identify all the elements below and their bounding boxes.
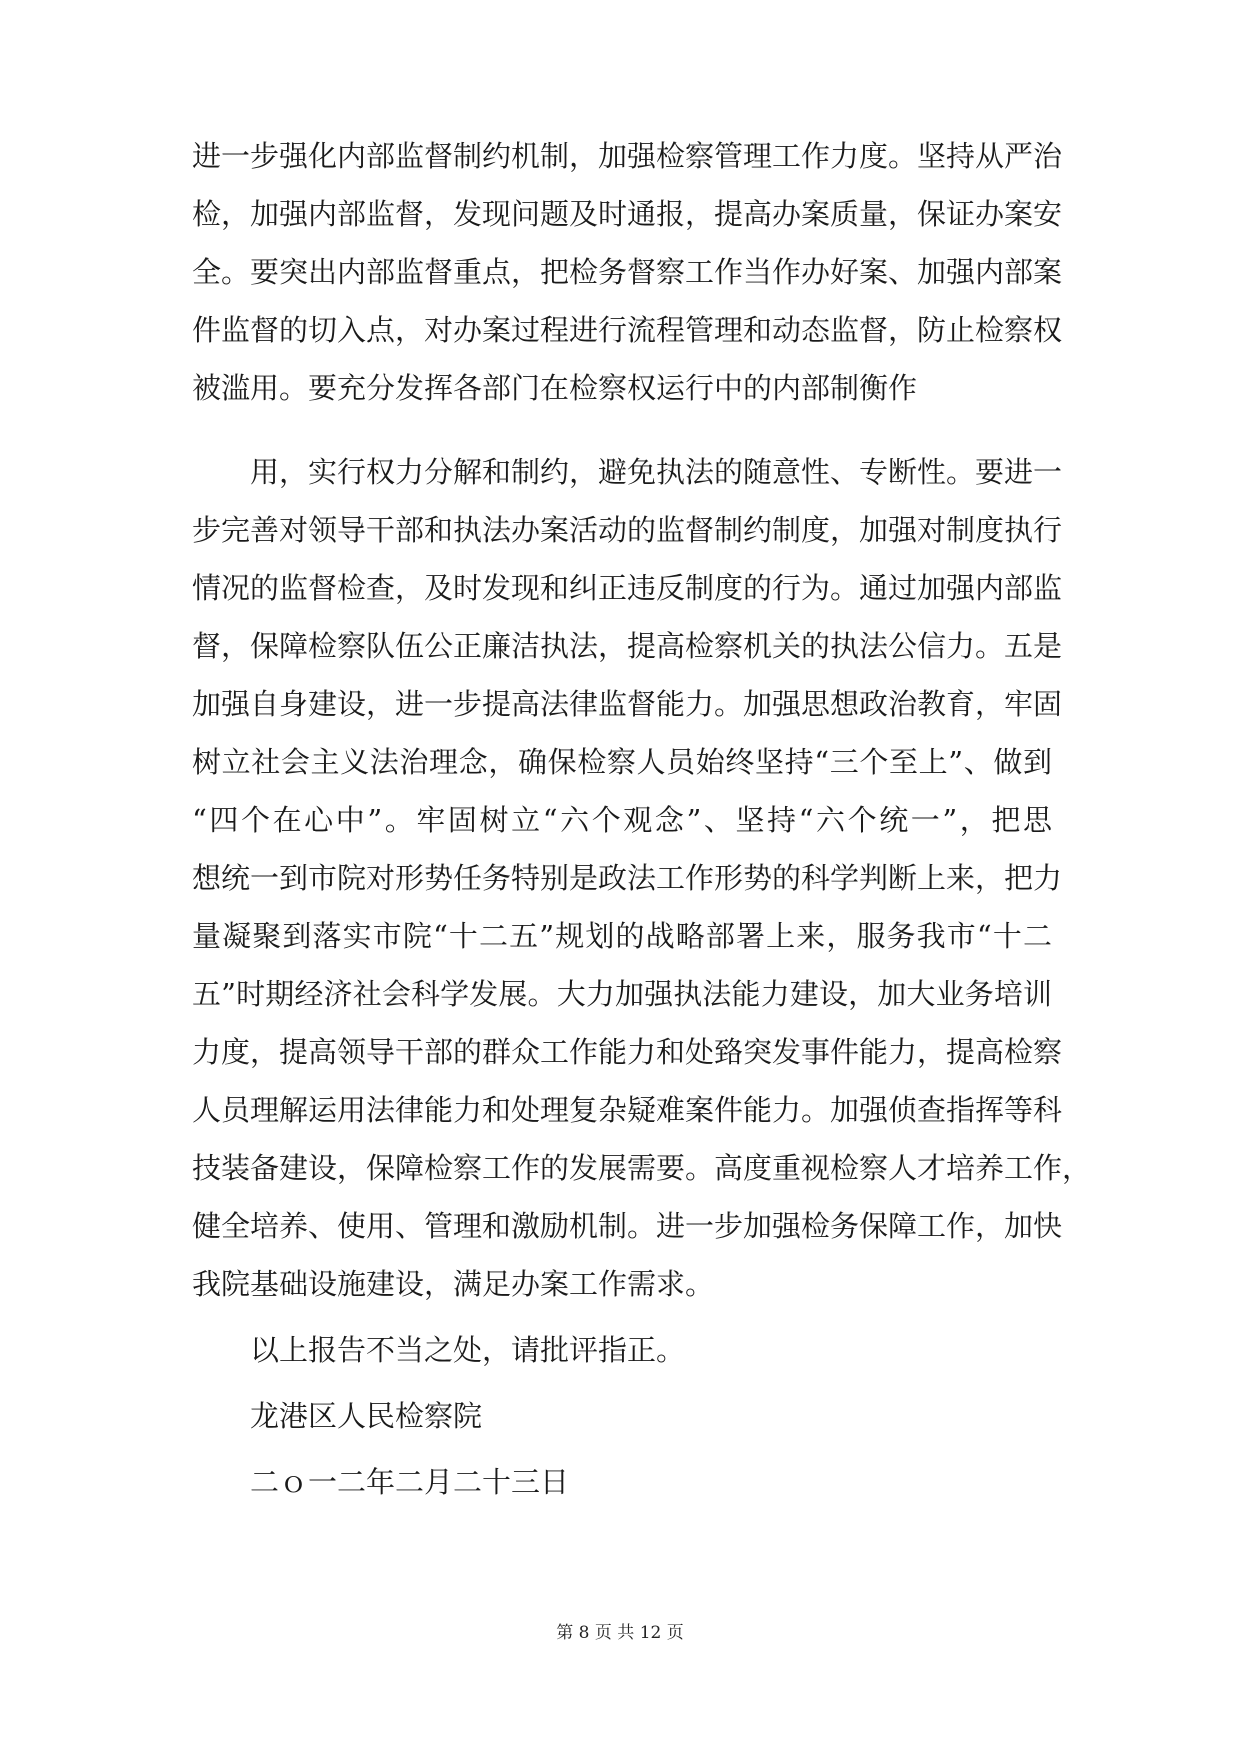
body-line-10: 加强自身建设，进一步提高法律监督能力。加强思想政治教育，牢固	[192, 687, 1063, 721]
body-line-3: 全。要突出内部监督重点，把检务督察工作当作办好案、加强内部案	[192, 255, 1063, 289]
body-line-15: 五”时期经济社会科学发展。大力加强执法能力建设，加大业务培训	[192, 977, 1052, 1011]
body-line-16: 力度，提高领导干部的群众工作能力和处臵突发事件能力，提高检察	[192, 1035, 1063, 1069]
body-line-8: 情况的监督检查，及时发现和纠正违反制度的行为。通过加强内部监	[192, 571, 1063, 605]
body-line-11: 树立社会主义法治理念，确保检察人员始终坚持“三个至上”、做到	[192, 745, 1052, 779]
body-line-1: 进一步强化内部监督制约机制，加强检察管理工作力度。坚持从严治	[192, 139, 1063, 173]
body-line-20: 我院基础设施建设，满足办案工作需求。	[192, 1267, 715, 1301]
body-line-2: 检，加强内部监督，发现问题及时通报，提高办案质量，保证办案安	[192, 197, 1063, 231]
body-line-6: 用，实行权力分解和制约，避免执法的随意性、专断性。要进一	[250, 455, 1063, 489]
body-line-9: 督，保障检察队伍公正廉洁执法，提高检察机关的执法公信力。五是	[192, 629, 1063, 663]
signature-date: 二ｏ一二年二月二十三日	[250, 1465, 570, 1499]
signature-organization: 龙港区人民检察院	[250, 1399, 483, 1433]
body-line-18: 技装备建设，保障检察工作的发展需要。高度重视检察人才培养工作，	[192, 1151, 1092, 1185]
body-line-12: “四个在心中”。牢固树立“六个观念”、坚持“六个统一”，把思	[192, 803, 1052, 837]
body-line-7: 步完善对领导干部和执法办案活动的监督制约制度，加强对制度执行	[192, 513, 1063, 547]
body-line-5: 被滥用。要充分发挥各部门在检察权运行中的内部制衡作	[192, 371, 918, 405]
body-line-17: 人员理解运用法律能力和处理复杂疑难案件能力。加强侦查指挥等科	[192, 1093, 1063, 1127]
body-line-4: 件监督的切入点，对办案过程进行流程管理和动态监督，防止检察权	[192, 313, 1063, 347]
closing-remark: 以上报告不当之处，请批评指正。	[250, 1333, 686, 1367]
body-line-13: 想统一到市院对形势任务特别是政法工作形势的科学判断上来，把力	[192, 861, 1063, 895]
page-number-footer: 第 8 页 共 12 页	[556, 1623, 684, 1643]
body-line-14: 量凝聚到落实市院“十二五”规划的战略部署上来，服务我市“十二	[192, 919, 1052, 953]
body-line-19: 健全培养、使用、管理和激励机制。进一步加强检务保障工作，加快	[192, 1209, 1063, 1243]
